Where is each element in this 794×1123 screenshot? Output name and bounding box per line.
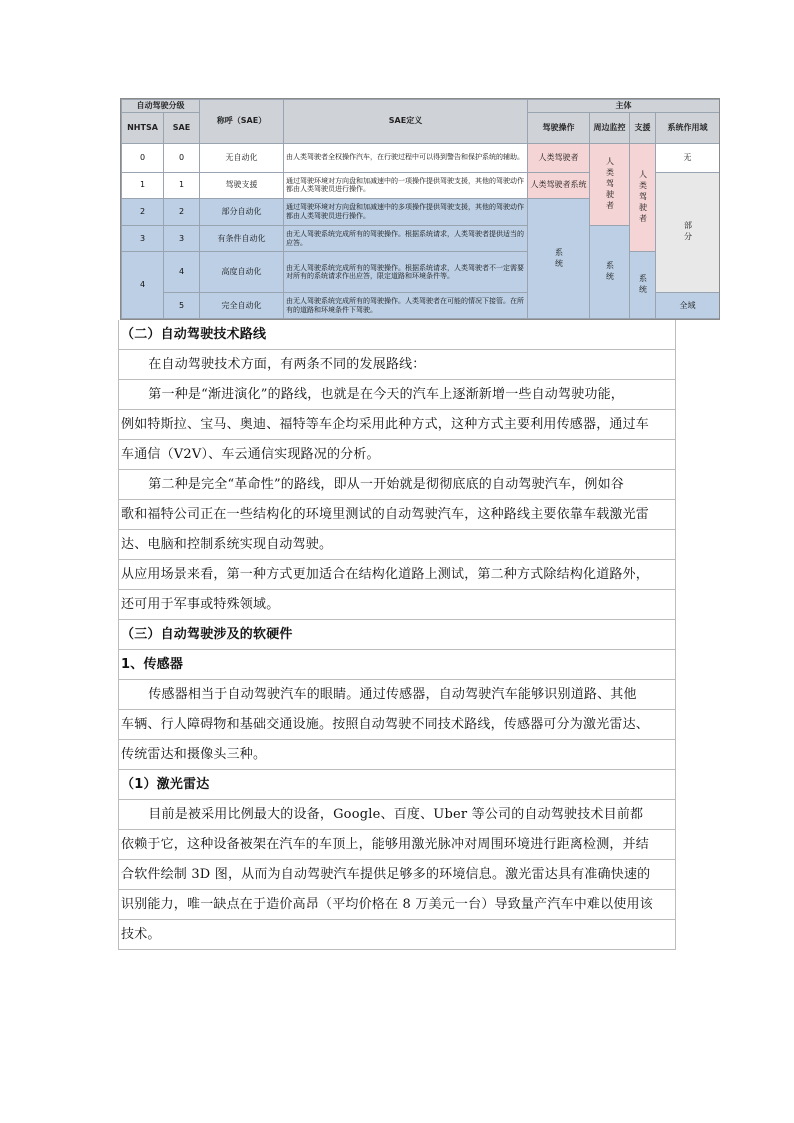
cell-definition: 通过驾驶环境对方向盘和加减速中的一项操作提供驾驶支援，其他的驾驶动作都由人类驾驶员进行操作。 [284, 172, 528, 199]
document-body [118, 320, 676, 950]
paragraph-2-line-1: 第二种是完全“革命性”的路线，即从一开始就是彻彻底底的自动驾驶汽车，例如谷 [118, 470, 676, 500]
paragraph-3-line-1: 从应用场景来看，第一种方式更加适合在结构化道路上测试，第二种方式除结构化道路外， [118, 560, 676, 590]
paragraph-5-line-5: 技术。 [118, 920, 676, 950]
cell-sae: 2 [164, 199, 200, 226]
cell-drive-op: 人类驾驶者 [528, 143, 590, 172]
header-drive-op: 驾驶操作 [528, 113, 590, 144]
header-subject: 主体 [528, 100, 720, 113]
header-nhtsa: NHTSA [122, 113, 164, 144]
header-support: 支援 [630, 113, 656, 144]
cell-nhtsa: 1 [122, 172, 164, 199]
cell-nhtsa: 0 [122, 143, 164, 172]
header-monitor: 周边监控 [590, 113, 630, 144]
subsection-1-1-title: （1）激光雷达 [118, 770, 676, 800]
cell-domain-none: 无 [656, 143, 720, 172]
cell-name: 无自动化 [200, 143, 284, 172]
header-level-group: 自动驾驶分级 [122, 100, 200, 113]
cell-definition: 由人类驾驶者全权操作汽车，在行驶过程中可以得到警告和保护系统的辅助。 [284, 143, 528, 172]
cell-support-human: 人类驾驶者 [630, 143, 656, 251]
paragraph-1-line-2: 例如特斯拉、宝马、奥迪、福特等车企均采用此种方式，这种方式主要利用传感器，通过车 [118, 410, 676, 440]
cell-name: 高度自动化 [200, 252, 284, 293]
cell-nhtsa: 3 [122, 225, 164, 252]
paragraph-4-line-1: 传感器相当于自动驾驶汽车的眼睛。通过传感器，自动驾驶汽车能够识别道路、其他 [118, 680, 676, 710]
paragraph-5-line-3: 合软件绘制 3D 图，从而为自动驾驶汽车提供足够多的环境信息。激光雷达具有准确快速的 [118, 860, 676, 890]
cell-name: 完全自动化 [200, 293, 284, 319]
header-domain: 系统作用域 [656, 113, 720, 144]
cell-nhtsa: 2 [122, 199, 164, 226]
paragraph-5-line-2: 依赖于它，这种设备被架在汽车的车顶上，能够用激光脉冲对周围环境进行距离检测，并结 [118, 830, 676, 860]
header-name: 称呼（SAE） [200, 100, 284, 144]
sae-level-table-figure [120, 98, 720, 320]
paragraph-1-line-3: 车通信（V2V）、车云通信实现路况的分析。 [118, 440, 676, 470]
cell-domain-full: 全域 [656, 293, 720, 319]
subsection-1-title: 1、传感器 [118, 650, 676, 680]
paragraph-4-line-2: 车辆、行人障碍物和基础交通设施。按照自动驾驶不同技术路线，传感器可分为激光雷达、 [118, 710, 676, 740]
cell-domain-partial: 部分 [656, 172, 720, 293]
paragraph-1-line-1: 第一种是“渐进演化”的路线，也就是在今天的汽车上逐渐新增一些自动驾驶功能， [118, 380, 676, 410]
cell-sae: 4 [164, 252, 200, 293]
paragraph-3-line-2: 还可用于军事或特殊领域。 [118, 590, 676, 620]
cell-monitor-system: 系统 [590, 225, 630, 318]
cell-definition: 由无人驾驶系统完成所有的驾驶操作。根据系统请求，人类驾驶者提供适当的应答。 [284, 225, 528, 252]
cell-definition: 由无人驾驶系统完成所有的驾驶操作。人类驾驶者在可能的情况下接管。在所有的道路和环境条件下驾驶。 [284, 293, 528, 319]
cell-drive-op: 人类驾驶者系统 [528, 172, 590, 199]
paragraph-4-line-3: 传统雷达和摄像头三种。 [118, 740, 676, 770]
header-sae: SAE [164, 113, 200, 144]
cell-definition: 通过驾驶环境对方向盘和加减速中的多项操作提供驾驶支援，其他的驾驶动作都由人类驾驶员进行操作。 [284, 199, 528, 226]
header-definition: SAE定义 [284, 100, 528, 144]
section-2-title: （二）自动驾驶技术路线 [118, 320, 676, 350]
paragraph-5-line-1: 目前是被采用比例最大的设备，Google、百度、Uber 等公司的自动驾驶技术目前都 [118, 800, 676, 830]
cell-nhtsa: 4 [122, 252, 164, 319]
cell-name: 有条件自动化 [200, 225, 284, 252]
paragraph-5-line-4: 识别能力，唯一缺点在于造价高昂（平均价格在 8 万美元一台）导致量产汽车中难以使用该 [118, 890, 676, 920]
cell-support-system: 系统 [630, 252, 656, 319]
table-row [122, 143, 720, 172]
cell-drive-op-system: 系统 [528, 199, 590, 319]
cell-monitor-human: 人类驾驶者 [590, 143, 630, 225]
paragraph-2-line-3: 达、电脑和控制系统实现自动驾驶。 [118, 530, 676, 560]
cell-name: 驾驶支援 [200, 172, 284, 199]
cell-definition: 由无人驾驶系统完成所有的驾驶操作。根据系统请求，人类驾驶者不一定需要对所有的系统请求作出应答，限定道路和环境条件等。 [284, 252, 528, 293]
cell-sae: 3 [164, 225, 200, 252]
paragraph-2-line-2: 歌和福特公司正在一些结构化的环境里测试的自动驾驶汽车，这种路线主要依靠车载激光雷 [118, 500, 676, 530]
cell-sae: 5 [164, 293, 200, 319]
sae-level-table [121, 99, 720, 319]
table-row [122, 252, 720, 293]
section-3-title: （三）自动驾驶涉及的软硬件 [118, 620, 676, 650]
cell-sae: 0 [164, 143, 200, 172]
cell-sae: 1 [164, 172, 200, 199]
intro-paragraph: 在自动驾驶技术方面，有两条不同的发展路线： [118, 350, 676, 380]
cell-name: 部分自动化 [200, 199, 284, 226]
